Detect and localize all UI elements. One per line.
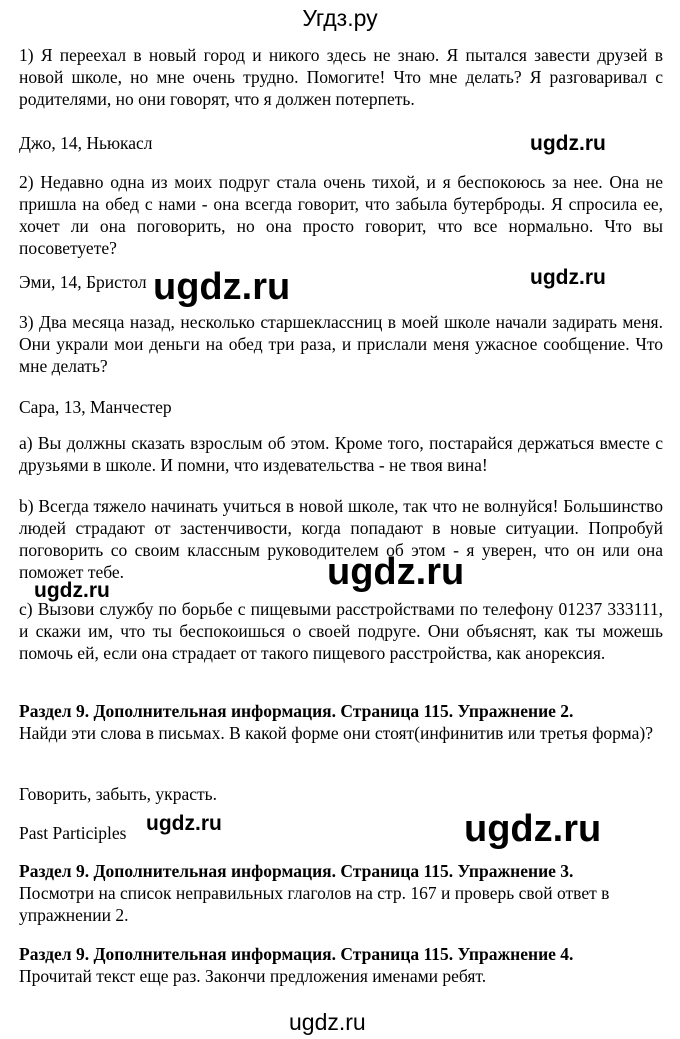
exercise-4-text: Прочитай текст еще раз. Закончи предложения именами ребят. [19,966,487,986]
letter-3-text: 3) Два месяца назад, несколько старшеклассниц в моей школе начали задирать меня. Они украли мои деньги на обед три раза, и прислали меня ужасное сообщение. Что мне делать? [19,312,663,376]
watermark: ugdz.ru [530,266,606,289]
watermark-footer: ugdz.ru [289,1009,366,1035]
answer-a: a) Вы должны сказать взрослым об этом. Кроме того, постарайся держаться вместе с друзьями в школе. И помни, что издевательства - не твоя вина! [19,433,663,475]
watermark: ugdz.ru [327,551,465,593]
letter-3-signature: Сара, 13, Манчестер [19,397,172,417]
letter-2-signature: Эми, 14, Бристол [19,272,147,292]
watermark: ugdz.ru [153,266,291,308]
exercise-2-words: Говорить, забыть, украсть. [19,784,217,804]
exercise-2-answer: Past Participles [19,823,127,843]
exercise-2-heading: Раздел 9. Дополнительная информация. Страница 115. Упражнение 2. [19,701,574,721]
letter-2-text: 2) Недавно одна из моих подруг стала очень тихой, и я беспокоюсь за нее. Она не пришла на обед с нами - она всегда говорит, что забыла бутерброды. Я спросила ее, хочет ли она поговорить, но она просто говорит, что все нормально. Что вы посоветуете? [19,172,663,258]
watermark: ugdz.ru [146,812,222,835]
exercise-2-text: Найди эти слова в письмах. В какой форме они стоят(инфинитив или третья форма)? [19,723,653,743]
exercise-4-heading: Раздел 9. Дополнительная информация. Страница 115. Упражнение 4. [19,944,574,964]
exercise-3-heading: Раздел 9. Дополнительная информация. Страница 115. Упражнение 3. [19,861,574,881]
site-title: Угдз.ру [302,5,378,31]
watermark: ugdz.ru [34,579,110,602]
watermark: ugdz.ru [530,132,606,155]
letter-1-text: 1) Я переехал в новый город и никого здесь не знаю. Я пытался завести друзей в новой школе, но мне очень трудно. Помогите! Что мне делать? Я разговаривал с родителями, но они говорят, что я должен потерпеть. [19,45,663,109]
watermark: ugdz.ru [464,808,602,850]
exercise-3-text: Посмотри на список неправильных глаголов на стр. 167 и проверь свой ответ в упражнении 2. [19,883,610,925]
letter-1-signature: Джо, 14, Ньюкасл [19,133,153,153]
answer-b: b) Всегда тяжело начинать учиться в новой школе, так что не волнуйся! Большинство людей страдают от застенчивости, когда попадают в новые ситуации. Попробуй поговорить со своим классным руководителем об этом - я уверен, что он или она поможет тебе. [19,496,663,582]
answer-c: c) Вызови службу по борьбе с пищевыми расстройствами по телефону 01237 333111, и скажи им, что ты беспокоишься о своей подруге. Они объяснят, как ты можешь помочь ей, если она страдает от такого пищевого расстройства, как анорексия. [19,599,663,663]
